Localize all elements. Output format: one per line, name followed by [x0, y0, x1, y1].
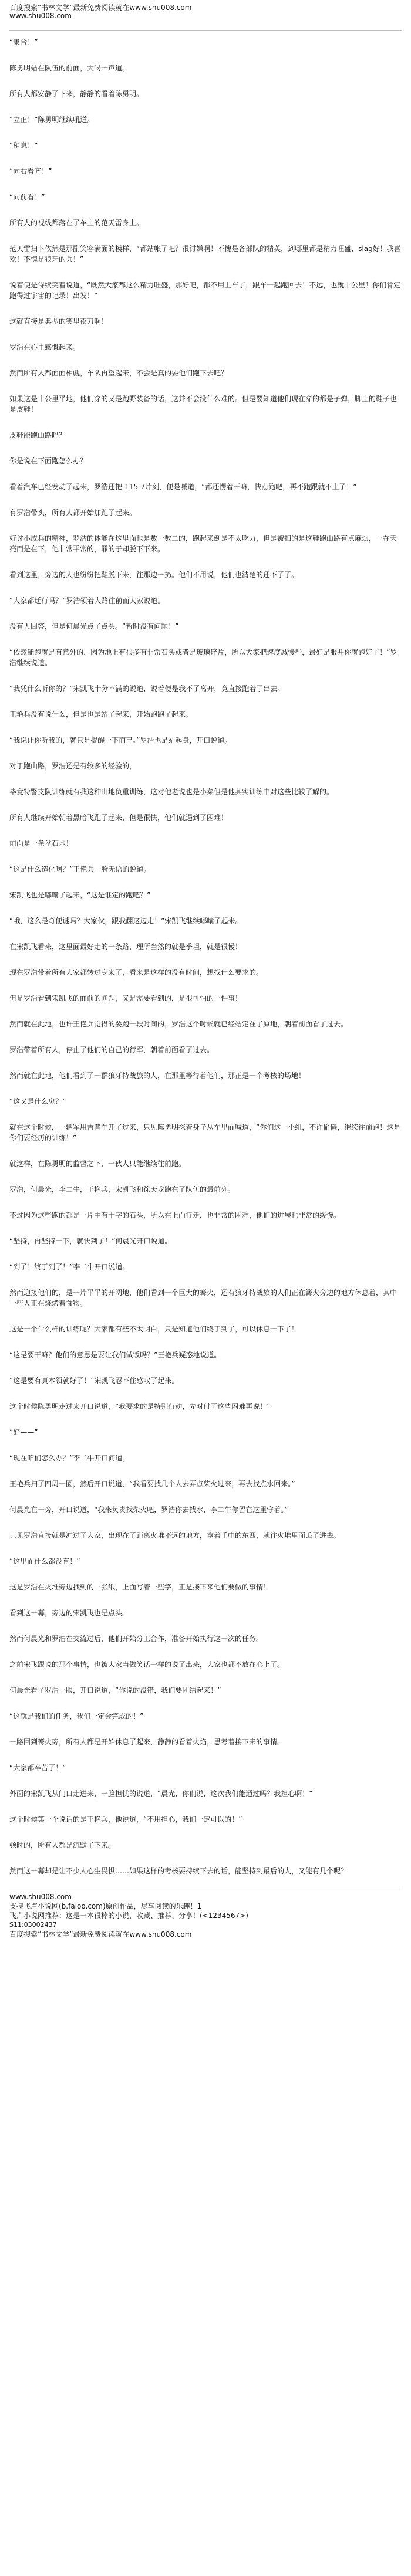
paragraph: 然而迎接他们的，是一片平平的开阔地，他们看到一个巨大的篝火，还有狼牙特战旅的人们正在篝火旁边的地方休息着，其中一些人正在烧烤着食物。	[9, 1289, 397, 1307]
paragraph: “立正！”陈勇明继续吼道。	[9, 116, 95, 124]
paragraph: “现在咱们怎么办？”李二牛开口问道。	[9, 1454, 130, 1462]
paragraph: 这就直接是典型的笑里夜刀啊！	[9, 317, 109, 326]
paragraph: “向前看！”	[9, 193, 45, 201]
paragraph: 你是说在下面跑怎么办？	[9, 457, 87, 465]
paragraph: 只见罗浩直接就是冲过了大家，出现在了距离火堆不远的地方，拿着手中的东西，就往火堆里面丢了进去。	[9, 1531, 341, 1540]
paragraph: “这就是我们的任务，我们一定会完成的！”	[9, 1712, 144, 1720]
paragraph: “大家都迁行吗？”罗浩领着大路往前而大家说道。	[9, 596, 165, 605]
paragraph: 这是一个什么样的训练呢？大家都有些不太明白，只是知道他们终于到了，可以休息一下了！	[9, 1325, 299, 1333]
paragraph: 一路回到篝火旁，所有人都是开始休息了起来，静静的看着火焰，思考着接下来的事情。	[9, 1738, 285, 1746]
paragraph: 这个时候第一个说话的是王艳兵，他说道，“不用担心，我们一定可以的！”	[9, 1815, 242, 1823]
paragraph: “这里面什么都没有！”	[9, 1557, 80, 1565]
paragraph: “向右看齐！”	[9, 167, 52, 175]
paragraph: 所有人都安静了下来，静静的看着陈勇明。	[9, 90, 144, 98]
paragraph: 毕竟特警支队训练就有我这种山地负重训练，这对他老说也是小菜但是他其实训练中对这些比较了解的。	[9, 788, 334, 796]
paragraph: 王艳兵没有说什么，但是也是站了起来，开始跑跑了起来。	[9, 710, 193, 718]
paragraph: “集合！”	[9, 38, 38, 46]
paragraph: 罗浩带着所有人，停止了他们的自己的行军，朝着前面看了过去。	[9, 1046, 214, 1054]
paragraph: “稍息！”	[9, 141, 38, 150]
paragraph: 有罗浩带头，所有人都开始加跑了起来。	[9, 509, 137, 517]
paragraph: 顿时的，所有人都是沉默了下来。	[9, 1841, 116, 1849]
paragraph: “我凭什么听你的？”宋凯飞十分不满的说道，说着便是我不了离开，竟直接跑着了出去。	[9, 684, 285, 693]
paragraph: “坚持，再坚持一下，就快到了！”何晨光开口说道。	[9, 1237, 172, 1245]
paragraph: 范天雷扫卜依然是那副笑容满面的模样，“都站帐了吧？很讨嫌啊！不愧是各部队的精英，到哪里都是精力旺盛，slag好！我喜欢！不愧是狼牙的兵！”	[9, 245, 401, 263]
paragraph: 说着便是侍续笑着说道，“既然大家都这么精力旺盛，那好吧，都不用上车了，跟车一起跑回去！不远，也就十公里！你们肯定跑得过宇宙的记录！出发！”	[9, 281, 401, 300]
paragraph: 王艳兵扫了四周一圈，然后开口说道，“我看要找几个人去弄点柴火过来，再去找点水回来。”	[9, 1480, 295, 1488]
paragraph: “大家都辛苦了！”	[9, 1764, 66, 1772]
header-search-line: 百度搜索“书林文学”最新免费阅读就在www.shu008.com	[9, 4, 192, 12]
paragraph: 前面是一条岔石地！	[9, 839, 73, 848]
paragraph: “这是什么造化啊？”王艳兵一脸无语的说道。	[9, 865, 151, 873]
paragraph: 不过因为这些跑的都是一片中有十字的石头，所以在上面行走，也非常的困难，他们的进展也非常的缓慢。	[9, 1211, 341, 1219]
paragraph: 之前宋飞跟说的那个事情，也被大家当做笑话一样的说了出来，大家也都不放在心上了。	[9, 1660, 285, 1669]
paragraph: 何晨光在一旁，开口说道，“我来负责找柴火吧，罗浩你去找水，李二牛你留在这里守着。”	[9, 1506, 288, 1514]
paragraph: 好讨小成兵的精神，罗浩的体能在这里面也是数一数二的，跑起来倒是不太吃力，但是被扣的是这鞋跑山路有点麻烦，一在天亮而是在下，他非常平常的，罪的子却脱下下来。	[9, 534, 397, 553]
footer	[9, 1892, 402, 1939]
paragraph: 外面的宋凯飞从门口走进来，一脸担忧的说道，“晨光，你们说，这次我们能通过吗？我担心啊！”	[9, 1789, 313, 1798]
footer-url[interactable]: www.shu008.com	[9, 1893, 72, 1901]
paragraph: 就在这个时候，一辆军用吉普车开了过来，只见陈勇明探着身子从车里面喊道，“你们这一小组，不许偷懒，继续往前跑！这是你们要经历的训练！”	[9, 1123, 401, 1142]
paragraph: 看到这一幕，旁边的宋凯飞也是点头。	[9, 1609, 130, 1617]
paragraph: “我说让你听我的，就只是提醒一下而已。”罗浩也是站起身，开口说道。	[9, 736, 232, 744]
paragraph: 这个时候陈勇明走过来开口说道，“我要求的是特别行动，先对付了这些困难再说！”	[9, 1402, 271, 1411]
paragraph: 然而就在此地，也许王艳兵觉得的要跑一段时间的，罗浩这个时候就已经站定在了原地，朝着前面看了过去。	[9, 1020, 348, 1028]
paragraph: 然而何晨光和罗浩在交流过后，他们开始分工合作，准备开始执行这一次的任务。	[9, 1635, 264, 1643]
paragraph: 所有人继续开始朝着黑暗飞跑了起来，但是很快，他们就遇到了困难！	[9, 814, 228, 822]
footer-search-line: 百度搜索“书林文学”最新免费阅读就在www.shu008.com	[9, 1930, 192, 1938]
paragraph: 就这样，在陈勇明的监督之下，一伙人只能继续往前跑。	[9, 1160, 186, 1168]
chapter-content	[9, 37, 402, 1876]
paragraph: “这是要有真本领就好了！”宋凯飞忍不住感叹了起来。	[9, 1377, 179, 1385]
paragraph: 在宋凯飞看来，这里面最好走的一条路，理所当然的就是乎坦，就是很慢！	[9, 943, 242, 951]
paragraph: “好——”	[9, 1428, 38, 1436]
paragraph: 没有人回答，但是何晨光点了点头。“暂时没有问题！”	[9, 622, 179, 631]
paragraph: 然而这一幕却是让不少人心生畏惧……如果这样的考核要持续下去的话，能坚持到最后的人，又能有几个呢？	[9, 1867, 348, 1875]
paragraph: “这是要干嘛？他们的意思是要让我们做饭吗？”王艳兵疑惑地说道。	[9, 1351, 221, 1359]
paragraph: 罗浩，何晨光，李二牛，王艳兵，宋凯飞和徐天龙跑在了队伍的最前列。	[9, 1185, 235, 1194]
paragraph: 如果这是十公里平地，他们穿的又是跑野装备的话，这并不会没什么难的。但是要知道他们现在穿的都是子弹，脚上的鞋子也是皮鞋！	[9, 395, 397, 413]
paragraph: 然而所有人都面面相觑，车队再望起来，不会是真的要他们跑下去吧？	[9, 369, 228, 377]
paragraph: 罗浩在心里感慨起来。	[9, 343, 80, 351]
footer-line-1: 支持飞卢小说网(b.faloo.com)原创作品，尽享阅读的乐趣！1	[9, 1902, 202, 1910]
paragraph: 陈勇明站在队伍的前面，大喝一声道。	[9, 64, 130, 72]
paragraph: 这是罗浩在火堆旁边找到的一张纸，上面写着一些字，正是接下来他们要做的事情！	[9, 1583, 271, 1591]
paragraph: 宋凯飞也是嘟囔了起来，“这是谁定的跑吧？”	[9, 891, 151, 899]
paragraph: “依然能跑就是有意外的，因为地上有很多有非常石头或者是玻璃碎片，所以大家把速度减慢些，最好是服并你就跑好了！”罗浩继续说道。	[9, 648, 397, 667]
paragraph: 看到这里，旁边的人也纷纷把鞋脱下来，往那边一扔。他们不用说，他们也清楚的还不了了。	[9, 571, 299, 579]
paragraph: 对于跑山路，罗浩还是有较多的经验的，	[9, 762, 137, 770]
footer-code: S11:03002437	[9, 1921, 57, 1928]
paragraph: 皮鞋能跑山路吗？	[9, 431, 66, 439]
paragraph: 何晨光看了罗浩一眼，开口说道，“你说的没错，我们要团结起来！”	[9, 1686, 221, 1694]
header-divider	[9, 30, 402, 31]
paragraph: 现在罗浩带着所有大家都转过身来了，看来是这样的没有时间，想找什么要求的。	[9, 968, 264, 977]
paragraph: “到了！终于到了！”李二牛开口说道。	[9, 1263, 130, 1271]
paragraph: “这又是什么鬼？”	[9, 1097, 66, 1106]
paragraph: 但是罗浩看到宋凯飞的面前的问题，又是需要看到的，是很可怕的一件事！	[9, 994, 242, 1002]
header-url[interactable]: www.shu008.com	[9, 12, 72, 20]
footer-line-2: 飞卢小说网推荐：这是一本很棒的小说，收藏、推荐、分享！(<1234567>)	[9, 1911, 248, 1920]
paragraph: 然而就在此地，他们看到了一群狼牙特战旅的人，在那里等待着他们，那正是一个考核的场地！	[9, 1072, 306, 1080]
document-page	[0, 4, 411, 2576]
paragraph: “哦，这么是奇便谜吗？大家伙，跟我翻这边走！”宋凯飞继续嘟囔了起来。	[9, 917, 242, 925]
paragraph: 看着汽车已经发动了起来，罗浩还把-115-7片刻，便是喊道，“都还愣着干嘛，快点跑吧，再不跑跟就不上了！”	[9, 483, 357, 491]
paragraph: 所有人的视线都落在了车上的范天雷身上。	[9, 219, 144, 227]
